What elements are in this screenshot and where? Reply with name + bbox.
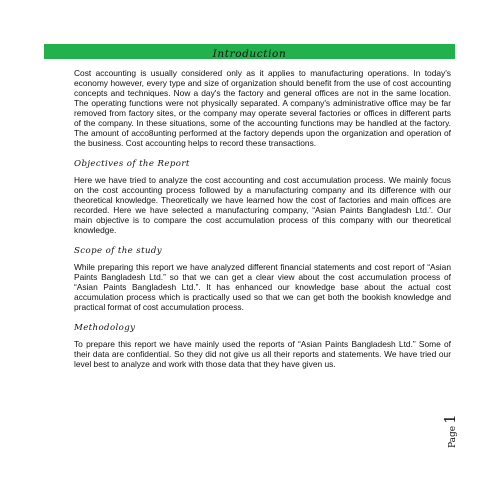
methodology-heading: Methodology <box>74 323 136 333</box>
methodology-paragraph: To prepare this report we have mainly used the reports of “Asian Paints Bangladesh Ltd.” Some of their data are confidential. So they did not give us all their reports and statements. We have tried our level best to analyze and work with those data that they have given us. <box>74 339 451 369</box>
scope-paragraph: While preparing this report we have analyzed different financial statements and cost report of “Asian Paints Bangladesh Ltd.” so that we can get a clear view about the cost accumulation process of “Asian Paints Bangladesh Ltd.”. It has enhanced our knowledge base about the actual cost accumulation process which is practically used so that we can get both the bookish knowledge and practical format of cost accumulation process. <box>74 262 451 312</box>
page-number-value: 1 <box>441 414 459 424</box>
introduction-paragraph: Cost accounting is usually considered only as it applies to manufacturing operations. In today's economy however, every type and size of organization should benefit from the use of cost accounting concepts and techniques. Now a day's the factory and general offices are not in the same location. The operating functions were not physically separated. A company's administrative office may be far removed from factory sites, or the company may operate several factories or offices in different parts of the company. In these situations, some of the accounting functions may be handled at the factory. The amount of acco8unting performed at the factory depends upon the organization and operation of the business. Cost accounting helps to record these transactions. <box>74 68 451 148</box>
section-title-banner <box>44 44 455 59</box>
page-number-label: Page <box>448 425 458 448</box>
page-title: Introduction <box>212 48 287 60</box>
objectives-paragraph: Here we have tried to analyze the cost accounting and cost accumulation process. We mainly focus on the cost accounting process followed by a manufacturing company and its difference with our theoretical knowledge. Theoretically we have learned how the cost of factories and main offices are recorded. Here we have selected a manufacturing company, “Asian Paints Bangladesh Ltd.'. Our main objective is to compare the cost accumulation process of this company with our theoretical knowledge. <box>74 175 451 235</box>
objectives-heading: Objectives of the Report <box>74 159 190 169</box>
document-body <box>74 68 451 369</box>
scope-heading: Scope of the study <box>74 246 163 256</box>
page-number <box>440 408 459 448</box>
